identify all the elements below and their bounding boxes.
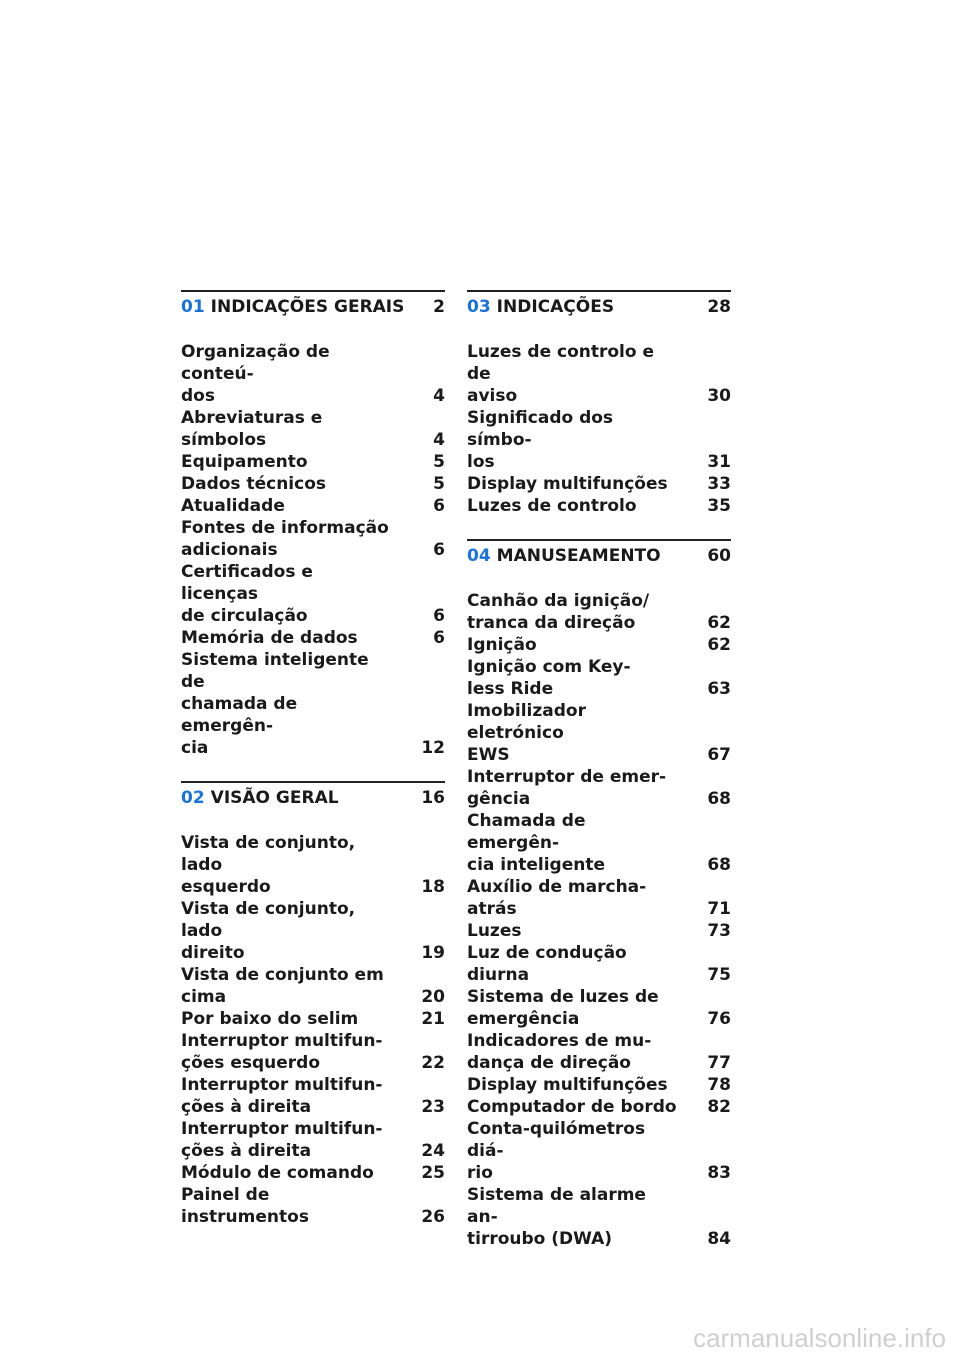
toc-entry-title [181,627,358,649]
toc-entry-title-line: direito [181,943,245,963]
toc-entry-page: 5 [433,452,445,472]
toc-entry[interactable] [467,810,731,876]
toc-entry[interactable] [181,832,445,898]
section-heading[interactable] [181,297,445,331]
toc-entry-page: 19 [421,943,445,963]
toc-entry-title-line: Sistema de alarme an- [467,1185,646,1227]
toc-entry-page: 26 [421,1207,445,1227]
toc-entry-page: 12 [421,738,445,758]
section-heading[interactable] [467,546,731,580]
toc-entry-title-line: Chamada de emergên- [467,811,586,853]
toc-entry-title-line: Vista de conjunto, lado [181,833,356,875]
section-heading[interactable] [467,297,731,331]
toc-entry-title-line: emergência [467,1009,580,1029]
toc-entry-title [467,634,537,656]
toc-entry-title-line: cia inteligente [467,855,605,875]
toc-entry-title-line: Indicadores de mu- [467,1031,652,1051]
toc-entry-page: 75 [707,965,731,985]
section-divider [181,290,445,292]
toc-entry-title [181,561,391,627]
toc-entry[interactable] [467,1074,731,1096]
toc-entry-title-line: Imobilizador eletrónico [467,701,586,743]
section-title: INDICAÇÕES [496,297,615,317]
toc-entry[interactable] [467,473,731,495]
section-divider [181,781,445,783]
toc-entry-title [181,1030,383,1074]
toc-entry-title-line: Vista de conjunto em [181,965,384,985]
toc-entry-page: 23 [421,1097,445,1117]
toc-entry-title-line: EWS [467,745,510,765]
toc-entry-title-line: los [467,452,495,472]
section-divider [467,539,731,541]
toc-entry-title [467,473,668,495]
section-number: 03 [467,297,491,317]
toc-entry-list [181,341,445,759]
toc-entry[interactable] [181,898,445,964]
toc-entry[interactable] [181,561,445,627]
toc-entry-title [181,1074,383,1118]
toc-entry-title-line: Fontes de informação [181,518,389,538]
toc-entry-title-line: Interruptor de emer- [467,767,667,787]
toc-entry-title [467,1184,677,1250]
toc-entry-title [181,964,384,1008]
toc-entry-title-line: Certificados e licenças [181,562,313,604]
toc-entry-title-line: Atualidade [181,496,285,516]
section-title: VISÃO GERAL [210,788,339,808]
toc-entry-title [467,495,637,517]
section-title: INDICAÇÕES GERAIS [210,297,405,317]
toc-entry-page: 62 [707,635,731,655]
toc-entry[interactable] [467,942,731,986]
toc-entry-page: 18 [421,877,445,897]
toc-entry-title-line: Dados técnicos [181,474,327,494]
section-number: 04 [467,546,491,566]
toc-section-03 [467,290,731,517]
toc-entry-page: 67 [707,745,731,765]
toc-entry-title [181,1184,391,1228]
toc-entry-title-line: Painel de instrumentos [181,1185,309,1227]
toc-entry[interactable] [181,1074,445,1118]
toc-entry-title-line: Ignição [467,635,537,655]
toc-entry[interactable] [467,920,731,942]
toc-entry-title-line: Display multifunções [467,474,668,494]
toc-entry[interactable] [467,766,731,810]
toc-entry-title-line: Luzes de controlo e de [467,342,655,384]
toc-entry-title [181,1008,358,1030]
toc-entry-title [467,1118,677,1184]
toc-entry-page: 68 [707,789,731,809]
section-heading-label [181,788,339,808]
toc-entry-page: 71 [707,899,731,919]
toc-entry[interactable] [181,649,445,759]
toc-entry-page: 31 [707,452,731,472]
toc-entry-title-line: diurna [467,965,530,985]
toc-entry-title-line: tirroubo (DWA) [467,1229,613,1249]
toc-entry-title [181,1118,383,1162]
toc-entry-title-line: Vista de conjunto, lado [181,899,356,941]
toc-entry-title-line: ções à direita [181,1141,312,1161]
toc-entry-title-line: de circulação [181,606,308,626]
toc-entry-title-line: Auxílio de marcha- [467,877,647,897]
toc-entry-page: 22 [421,1053,445,1073]
toc-entry[interactable] [467,407,731,473]
toc-entry-page: 25 [421,1163,445,1183]
toc-entry[interactable] [181,1162,445,1184]
section-heading-label [467,297,614,317]
toc-entry-title [467,590,649,634]
toc-entry[interactable] [181,1118,445,1162]
toc-entry-page: 82 [707,1097,731,1117]
toc-entry[interactable] [467,590,731,634]
toc-entry-title-line: Significado dos símbo- [467,408,614,450]
toc-entry-title [181,495,285,517]
toc-entry[interactable] [467,1118,731,1184]
toc-entry-page: 6 [433,606,445,626]
toc-entry[interactable] [181,407,445,451]
toc-entry[interactable] [467,1096,731,1118]
toc-section-01 [181,290,445,759]
toc-entry-title [181,898,391,964]
toc-entry[interactable] [467,341,731,407]
toc-entry-page: 84 [707,1229,731,1249]
toc-entry-page: 35 [707,496,731,516]
toc-section-02 [181,781,445,1228]
toc-entry-title-line: Organização de conteú- [181,342,330,384]
toc-entry-title [181,451,308,473]
toc-entry-title-line: atrás [467,899,517,919]
toc-entry[interactable] [181,473,445,495]
toc-entry-title-line: chamada de emergên- [181,694,298,736]
section-page: 16 [421,788,445,808]
toc-entry-title [181,649,391,759]
toc-entry[interactable] [181,1184,445,1228]
toc-entry-title [467,341,677,407]
toc-entry-page: 77 [707,1053,731,1073]
watermark: carmanualsonline.info [693,1323,946,1353]
toc-entry-title-line: Ignição com Key- [467,657,631,677]
toc-entry[interactable] [181,341,445,407]
toc-entry-title [181,517,389,561]
toc-entry[interactable] [467,700,731,766]
toc-entry-title-line: cima [181,987,227,1007]
toc-entry-title-line: gência [467,789,531,809]
toc-entry-list [467,590,731,1250]
toc-entry-title-line: less Ride [467,679,554,699]
toc-entry-title-line: Memória de dados [181,628,358,648]
section-number: 02 [181,788,205,808]
toc-entry-list [181,832,445,1228]
toc-entry-title-line: Por baixo do selim [181,1009,359,1029]
section-number: 01 [181,297,205,317]
toc-entry-title-line: Conta-quilómetros diá- [467,1119,646,1161]
toc-entry-title-line: Sistema inteligente de [181,650,369,692]
toc-entry-page: 6 [433,540,445,560]
toc-entry-title-line: dança de direção [467,1053,631,1073]
toc-column-right [467,290,731,1250]
toc-entry-page: 76 [707,1009,731,1029]
toc-entry-title-line: tranca da direção [467,613,636,633]
toc-entry[interactable] [181,1030,445,1074]
toc-entry-title [181,473,326,495]
section-divider [467,290,731,292]
toc-entry[interactable] [467,656,731,700]
toc-entry-title-line: Interruptor multifun- [181,1031,383,1051]
toc-entry-page: 62 [707,613,731,633]
toc-entry-page: 68 [707,855,731,875]
toc-entry-page: 63 [707,679,731,699]
toc-entry-title-line: Módulo de comando [181,1163,374,1183]
toc-entry[interactable] [181,517,445,561]
toc-section-04 [467,539,731,1250]
toc-entry[interactable] [181,451,445,473]
toc-entry-page: 73 [707,921,731,941]
toc-entry-title [467,876,646,920]
toc-entry[interactable] [467,634,731,656]
toc-entry-title-line: esquerdo [181,877,271,897]
toc-entry-title-line: Interruptor multifun- [181,1119,383,1139]
toc-entry[interactable] [181,627,445,649]
toc-entry[interactable] [467,876,731,920]
toc-entry-title [467,986,659,1030]
toc-entry-title-line: Sistema de luzes de [467,987,659,1007]
toc-entry-page: 83 [707,1163,731,1183]
toc-entry-page: 33 [707,474,731,494]
toc-entry-page: 4 [433,430,445,450]
section-page: 60 [707,546,731,566]
toc-entry[interactable] [467,1184,731,1250]
section-heading[interactable] [181,788,445,822]
toc-entry-page: 6 [433,496,445,516]
toc-entry-title-line: Equipamento [181,452,308,472]
toc-entry-title [181,407,391,451]
toc-entry-title-line: Computador de bordo [467,1097,677,1117]
toc-entry-title [467,920,521,942]
toc-entry-title [467,656,631,700]
toc-entry-title [467,942,627,986]
toc-entry[interactable] [467,495,731,517]
toc-entry-page: 5 [433,474,445,494]
toc-entry-title [181,1162,374,1184]
toc-entry-title [467,810,677,876]
toc-entry-title-line: Display multifunções [467,1075,668,1095]
toc-entry-page: 20 [421,987,445,1007]
toc-entry-title-line: dos [181,386,215,406]
toc-entry-page: 78 [707,1075,731,1095]
toc-entry-title-line: Luz de condução [467,943,627,963]
toc-entry[interactable] [467,986,731,1030]
toc-entry-title-line: cia [181,738,209,758]
toc-column-left [181,290,445,1228]
toc-entry-title [181,832,391,898]
toc-entry[interactable] [467,1030,731,1074]
toc-entry-title-line: ções esquerdo [181,1053,321,1073]
toc-entry-title-line: aviso [467,386,518,406]
toc-entry-title-line: adicionais [181,540,278,560]
toc-entry-title [467,700,677,766]
section-title: MANUSEAMENTO [496,546,661,566]
toc-entry-page: 4 [433,386,445,406]
toc-entry-title [467,1074,668,1096]
toc-entry-title [467,766,666,810]
toc-entry-title [467,1096,677,1118]
toc-entry-title-line: ções à direita [181,1097,312,1117]
toc-entry-title-line: Canhão da ignição/ [467,591,650,611]
toc-entry-title [467,407,677,473]
toc-entry-list [467,341,731,517]
section-heading-label [181,297,404,317]
toc-entry-title-line: Luzes de controlo [467,496,637,516]
toc-entry-page: 30 [707,386,731,406]
toc-entry-page: 21 [421,1009,445,1029]
toc-entry[interactable] [181,964,445,1008]
section-heading-label [467,546,661,566]
toc-entry[interactable] [181,495,445,517]
toc-entry-title [181,341,391,407]
toc-entry-page: 24 [421,1141,445,1161]
toc-entry-title [467,1030,651,1074]
toc-entry[interactable] [181,1008,445,1030]
toc-entry-title-line: Abreviaturas e símbolos [181,408,323,450]
toc-entry-page: 6 [433,628,445,648]
section-page: 28 [707,297,731,317]
toc-entry-title-line: Luzes [467,921,522,941]
toc-entry-title-line: Interruptor multifun- [181,1075,383,1095]
section-page: 2 [433,297,445,317]
toc-entry-title-line: rio [467,1163,493,1183]
